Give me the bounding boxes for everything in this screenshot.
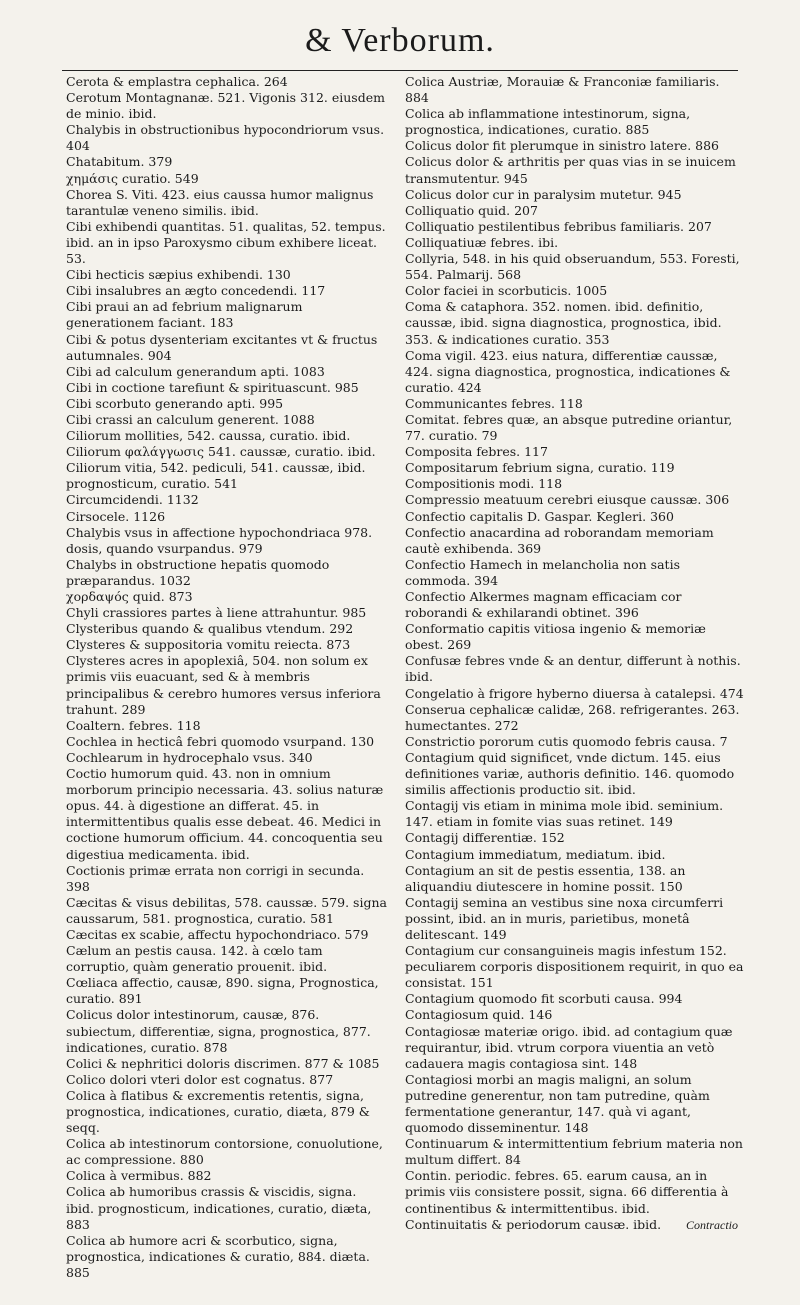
index-entry: Chalybs in obstructione hepatis quomodo præparandus. 1032 xyxy=(66,556,330,588)
index-entry: Confectio anacardina ad roborandam memoriam cautè exhibenda. 369 xyxy=(405,524,714,556)
index-entry: Cibi crassi an calculum generent. 1088 xyxy=(66,411,315,427)
index-entry: Contagium immediatum, mediatum. ibid. xyxy=(405,846,666,862)
index-entry: Cibi exhibendi quantitas. 51. qualitas, 52. tempus. ibid. an in ipso Paroxysmo cibum exhibere liceat. 53. xyxy=(66,218,386,267)
index-entry: Colici & nephritici doloris discrimen. 877 & 1085 xyxy=(66,1055,380,1071)
index-entry: Contagium cur consanguineis magis infestum 152. peculiarem corporis dispositionem requirit, in quo ea consistat. 151 xyxy=(405,943,744,991)
index-entry: Collyria, 548. in his quid obseruandum, 553. Foresti, 554. Palmarij. 568 xyxy=(405,251,740,283)
index-entry: Composita febres. 117 xyxy=(405,444,548,460)
index-entry: Comitat. febres quæ, an absque putredine oriantur, 77. curatio. 79 xyxy=(405,411,733,444)
heading-rule xyxy=(62,70,738,71)
index-entry: Colica à flatibus & excrementis retentis, signa, prognostica, indicationes, curatio, diæta, 879 & seqq. xyxy=(66,1087,370,1136)
index-entry: Cirsocele. 1126 xyxy=(66,508,166,524)
index-entry: Contagij semina an vestibus sine noxa circumferri possint, ibid. an in muris, parietibus, monetâ delitescant. 149 xyxy=(405,894,724,942)
index-entry: Continuarum & intermittentium febrium materia non multum differt. 84 xyxy=(405,1136,743,1168)
index-entry: Clysteres & suppositoria vomitu reiecta. 873 xyxy=(66,637,351,653)
index-entry: Communicantes febres. 118 xyxy=(405,395,583,411)
index-entry: Ciliorum φαλάγγωσις 541. caussæ, curatio. ibid. xyxy=(66,444,376,460)
index-entry: Chatabitum. 379 xyxy=(66,154,173,170)
index-entry: Cerotum Montagnanæ. 521. Vigonis 312. eiusdem de minio. ibid. xyxy=(66,90,385,122)
index-entry: Contagiosum quid. 146 xyxy=(405,1007,553,1023)
index-entry: Cibi & potus dysenteriam excitantes vt & fructus autumnales. 904 xyxy=(66,331,378,363)
index-entry: Colicus dolor intestinorum, causæ, 876. subiectum, differentiæ, signa, prognostica, 877. indicationes, curatio. 878 xyxy=(66,1007,371,1055)
index-entry: Colica ab intestinorum contorsione, conuolutione, ac compressione. 880 xyxy=(66,1136,383,1168)
index-entry: Confusæ febres vnde & an dentur, differunt à nothis. ibid. xyxy=(405,653,741,685)
index-entry: Cibi scorbuto generando apti. 995 xyxy=(66,395,284,411)
right-index-column xyxy=(405,74,745,1233)
index-entry: Clysteres acres in apoplexiâ, 504. non solum ex primis viis euacuant, sed & à membris principalibus & cerebro humores versus inferiora trahunt. 289 xyxy=(66,653,381,717)
index-entry: Chalybis in obstructionibus hypocondriorum vsus. 404 xyxy=(66,122,385,154)
index-entry: Constrictio pororum cutis quomodo febris causa. 7 xyxy=(405,733,728,749)
column-gutter xyxy=(395,74,396,1209)
index-entry: Compressio meatuum cerebri eiusque caussæ. 306 xyxy=(405,492,730,508)
index-entry: Cibi hecticis sæpius exhibendi. 130 xyxy=(66,267,291,283)
index-entry: Coctio humorum quid. 43. non in omnium morborum principio necessaria. 43. solius naturæ opus. 44. à digestione an differat. 45. in intermittentibus qualis esse debeat. 46. Medici in coctione humorum officium. 44. concoquentia seu digestiua medicamenta. ibid. xyxy=(66,766,384,862)
index-entry: Coma & cataphora. 352. nomen. ibid. definitio, caussæ, ibid. signa diagnostica, prognostica, ibid. 353. & indicationes curatio. 353 xyxy=(405,299,722,347)
index-entry: Continuitatis & periodorum causæ. ibid. xyxy=(405,1216,662,1232)
index-entry: Cibi praui an ad febrium malignarum generationem faciant. 183 xyxy=(66,299,303,331)
index-entry: χημάσις curatio. 549 xyxy=(66,170,199,186)
index-entry: Colliquatio pestilentibus febribus familiaris. 207 xyxy=(405,218,712,234)
index-entry: Conformatio capitis vitiosa ingenio & memoriæ obest. 269 xyxy=(405,621,706,653)
index-entry: Colica ab inflammatione intestinorum, signa, prognostica, indicationes, curatio. 885 xyxy=(405,106,691,138)
index-entry: Circumcidendi. 1132 xyxy=(66,492,199,508)
index-entry: Cochlea in hecticâ febri quomodo vsurpand. 130 xyxy=(66,733,375,749)
index-entry: Chyli crassiores partes à liene attrahuntur. 985 xyxy=(66,605,367,621)
index-entry: Contagium quomodo fit scorbuti causa. 994 xyxy=(405,991,683,1007)
index-entry: Clysteribus quando & qualibus vtendum. 292 xyxy=(66,621,354,637)
index-entry: Coma vigil. 423. eius natura, differentiæ caussæ, 424. signa diagnostica, prognostica, indicationes & curatio. 424 xyxy=(405,347,731,395)
index-entry: Cibi ad calculum generandum apti. 1083 xyxy=(66,363,325,379)
left-index-column xyxy=(66,74,388,1281)
index-entry: Cæcitas & visus debilitas, 578. caussæ. 579. signa caussarum, 581. prognostica, curatio. 581 xyxy=(66,894,387,926)
index-entry: Confectio Alkermes magnam efficaciam cor roborandi & exhilarandi obtinet. 396 xyxy=(405,589,682,621)
index-entry: Contin. periodic. febres. 65. earum causa, an in primis viis consistere possit, signa. 66 differentia à continentibus & intermittentibus. ibid. xyxy=(405,1168,729,1216)
index-entry: Colicus dolor & arthritis per quas vias in se inuicem transmutentur. 945 xyxy=(405,154,736,186)
index-entry: Colica ab humore acri & scorbutico, signa, prognostica, indicationes & curatio, 884. diæta. 885 xyxy=(66,1232,370,1280)
index-entry: Chalybis vsus in affectione hypochondriaca 978. dosis, quando vsurpandus. 979 xyxy=(66,524,373,556)
index-entry: Cæcitas ex scabie, affectu hypochondriaco. 579 xyxy=(66,926,369,942)
index-entry: Cælum an pestis causa. 142. à cœlo tam corruptio, quàm generatio prouenit. ibid. xyxy=(66,943,328,975)
index-entry: Ciliorum vitia, 542. pediculi, 541. caussæ, ibid. prognosticum, curatio. 541 xyxy=(66,460,366,492)
index-entry: Congelatio à frigore hyberno diuersa à catalepsi. 474 xyxy=(405,685,744,701)
index-entry: Cochlearum in hydrocephalo vsus. 340 xyxy=(66,749,313,765)
catchword: Contractio xyxy=(685,1218,738,1232)
index-entry: Colicus dolor fit plerumque in sinistro latere. 886 xyxy=(405,138,720,154)
index-entry: Contagij vis etiam in minima mole ibid. seminium. 147. etiam in fomite vias suas retinet. 149 xyxy=(405,798,724,830)
index-entry: Contagium quid significet, vnde dictum. 145. eius definitiones variæ, authoris definitio. 146. quomodo similis affectionis productio sit. ibid. xyxy=(405,749,735,798)
index-entry: Cibi in coctione tarefiunt & spirituascunt. 985 xyxy=(66,379,359,395)
index-entry: Colica Austriæ, Morauiæ & Franconiæ familiaris. 884 xyxy=(405,74,720,106)
index-entry: Conserua cephalicæ calidæ, 268. refrigerantes. 263. humectantes. 272 xyxy=(405,701,740,733)
index-entry: Colica à vermibus. 882 xyxy=(66,1168,212,1184)
index-entry: Cœliaca affectio, causæ, 890. signa, Prognostica, curatio. 891 xyxy=(66,975,379,1007)
page-heading: & Verborum. xyxy=(305,22,495,59)
index-entry: Color faciei in scorbuticis. 1005 xyxy=(405,283,608,299)
index-entry: Compositionis modi. 118 xyxy=(405,476,563,492)
index-entry: Colliquatiuæ febres. ibi. xyxy=(405,234,559,250)
index-entry: Ciliorum mollities, 542. caussa, curatio. ibid. xyxy=(66,428,351,444)
index-entry: Confectio capitalis D. Gaspar. Kegleri. 360 xyxy=(405,508,674,524)
index-entry: Coctionis primæ errata non corrigi in secunda. 398 xyxy=(66,862,365,894)
index-entry: Contagium an sit de pestis essentia, 138. an aliquandiu diutescere in homine possit. 150 xyxy=(405,862,686,894)
index-entry: Contagij differentiæ. 152 xyxy=(405,830,565,846)
index-entry: Chorea S. Viti. 423. eius caussa humor malignus tarantulæ veneno similis. ibid. xyxy=(66,186,374,218)
index-entry: Cibi insalubres an ægto concedendi. 117 xyxy=(66,283,326,299)
index-entry: Coaltern. febres. 118 xyxy=(66,717,201,733)
index-entry: Colicus dolor cur in paralysim mutetur. 945 xyxy=(405,186,682,202)
index-entry: Compositarum febrium signa, curatio. 119 xyxy=(405,460,675,476)
index-entry: Contagiosi morbi an magis maligni, an solum putredine generentur, non tam putredine, quàm fermentatione generantur, 147. quà vi agant, quomodo disseminentur. 148 xyxy=(405,1071,710,1136)
index-entry: Colica ab humoribus crassis & viscidis, signa. ibid. prognosticum, indicationes, curatio, diæta, 883 xyxy=(66,1184,372,1232)
index-entry: Cerota & emplastra cephalica. 264 xyxy=(66,74,288,89)
index-entry: χορδαψός quid. 873 xyxy=(66,589,193,604)
index-entry: Colliquatio quid. 207 xyxy=(405,202,538,218)
index-entry: Contagiosæ materiæ origo. ibid. ad contagium quæ requirantur, ibid. vtrum corpora viuentia an vetò cadauera magis contagiosa sint. 148 xyxy=(405,1023,733,1071)
index-entry: Colico dolori vteri dolor est cognatus. 877 xyxy=(66,1071,334,1087)
index-entry: Confectio Hamech in melancholia non satis commoda. 394 xyxy=(405,556,680,588)
